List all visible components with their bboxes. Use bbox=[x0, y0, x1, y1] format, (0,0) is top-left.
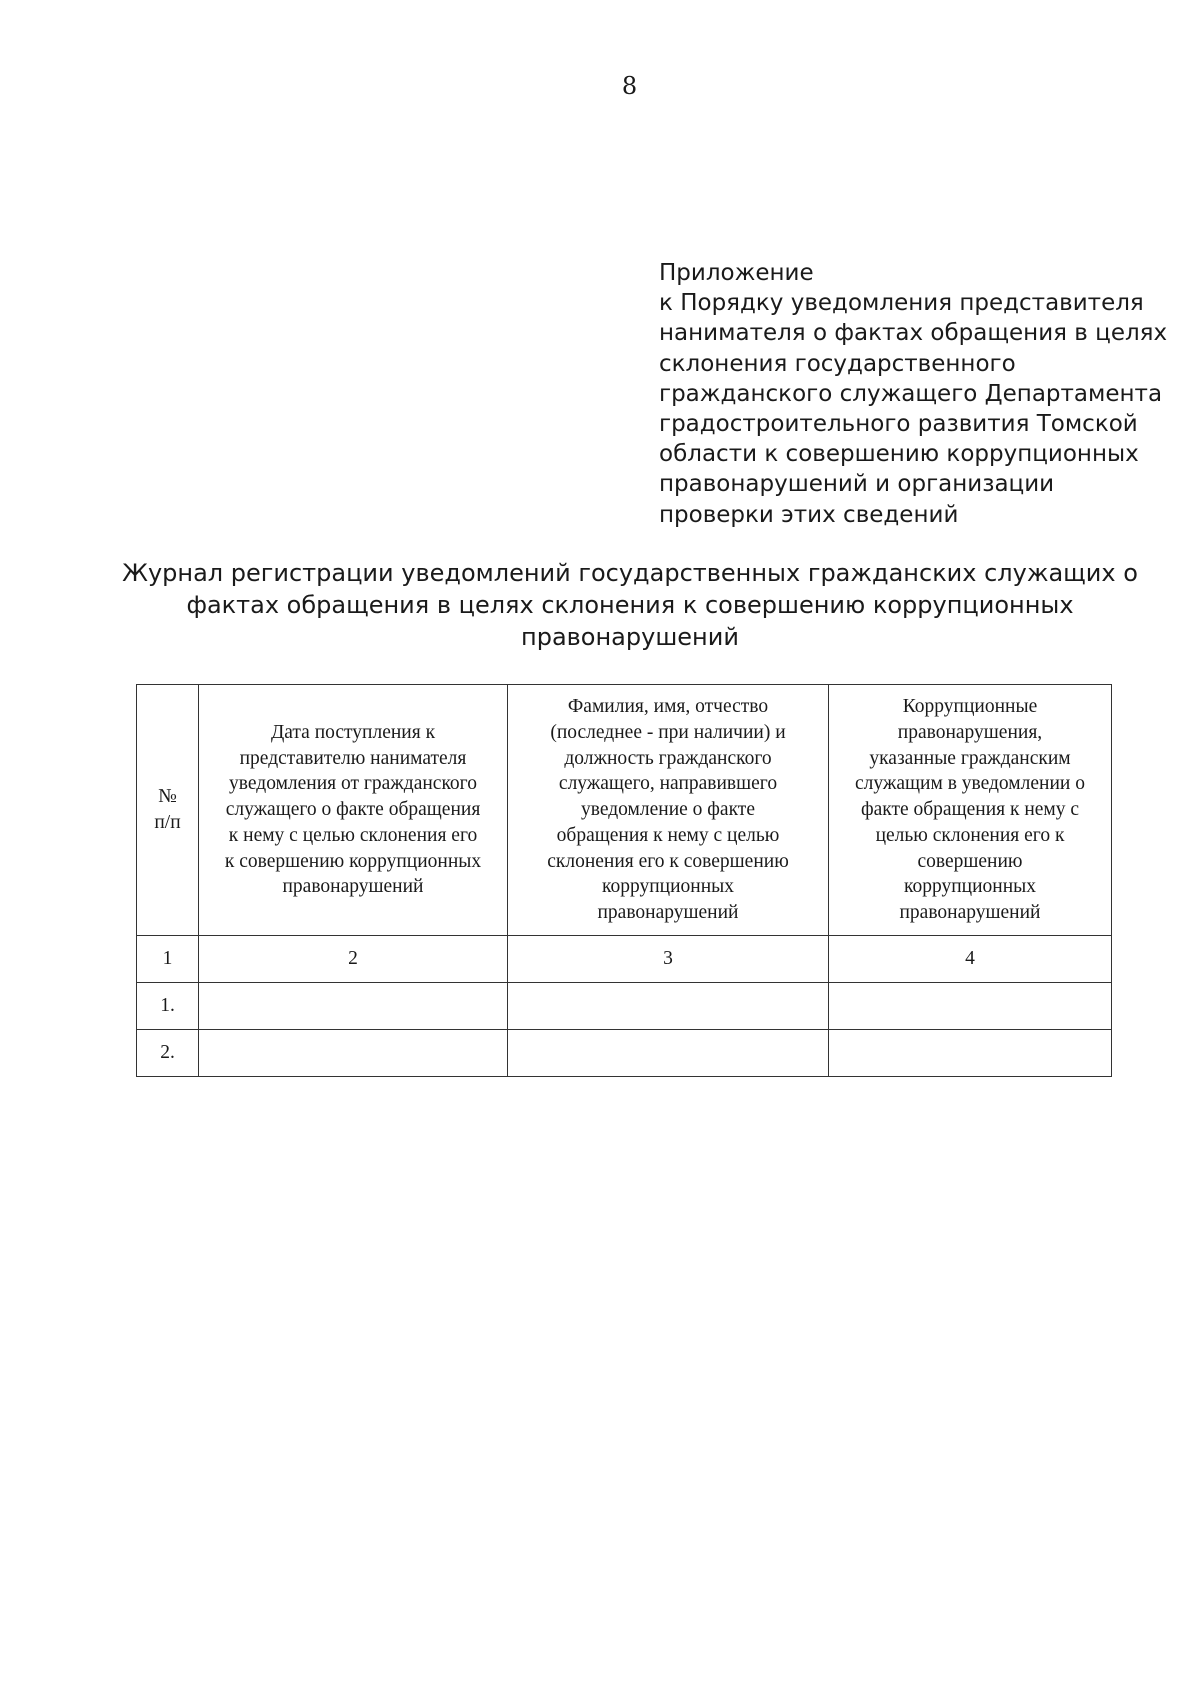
header-line: уведомления от гражданского bbox=[229, 773, 477, 795]
appendix-note bbox=[659, 258, 1179, 530]
header-line: Фамилия, имя, отчество bbox=[567, 695, 769, 717]
header-line: факте обращения к нему с bbox=[860, 799, 1080, 821]
journal-title-line: фактах обращения в целях склонения к совершению коррупционных bbox=[186, 591, 1074, 619]
header-line: целью склонения его к bbox=[875, 824, 1065, 846]
table-cell bbox=[829, 983, 1112, 1030]
header-line: коррупционных bbox=[903, 876, 1036, 898]
header-line: обращения к нему с целью bbox=[556, 824, 780, 846]
table-row bbox=[137, 1030, 1112, 1077]
header-line: № bbox=[158, 786, 177, 808]
table-cell bbox=[508, 1030, 829, 1077]
journal-title-line: правонарушений bbox=[521, 623, 739, 651]
appendix-line: градостроительного развития Томской bbox=[659, 411, 1138, 438]
header-line: должность гражданского bbox=[564, 747, 772, 769]
header-line: склонения его к совершению bbox=[547, 850, 789, 872]
header-line: правонарушения, bbox=[897, 721, 1043, 743]
appendix-line: области к совершению коррупционных bbox=[659, 441, 1139, 468]
column-number-cell: 3 bbox=[508, 936, 829, 983]
header-line: коррупционных bbox=[601, 876, 734, 898]
table-cell bbox=[199, 1030, 508, 1077]
header-cell-offenses bbox=[829, 685, 1112, 936]
row-number-cell: 2. bbox=[137, 1030, 199, 1077]
header-cell-number bbox=[137, 685, 199, 936]
appendix-line: нанимателя о фактах обращения в целях bbox=[659, 320, 1168, 347]
header-line: Коррупционные bbox=[902, 695, 1038, 717]
column-number-cell: 2 bbox=[199, 936, 508, 983]
header-line: п/п bbox=[154, 812, 181, 833]
header-line: служащим в уведомлении о bbox=[855, 773, 1085, 795]
header-cell-date bbox=[199, 685, 508, 936]
header-line: (последнее - при наличии) и bbox=[550, 721, 786, 743]
header-line: представителю нанимателя bbox=[239, 747, 467, 769]
header-line: служащего, направившего bbox=[558, 773, 778, 795]
table-cell bbox=[829, 1030, 1112, 1077]
column-number-cell: 1 bbox=[137, 936, 199, 983]
column-number-cell: 4 bbox=[829, 936, 1112, 983]
appendix-line: правонарушений и организации bbox=[659, 471, 1055, 498]
table-cell bbox=[199, 983, 508, 1030]
header-line: Дата поступления к bbox=[270, 721, 436, 743]
table-cell bbox=[508, 983, 829, 1030]
header-line: к нему с целью склонения его bbox=[228, 824, 478, 846]
header-line: к совершению коррупционных bbox=[224, 850, 482, 872]
column-number-row bbox=[137, 936, 1112, 983]
table-row bbox=[137, 983, 1112, 1030]
appendix-line: к Порядку уведомления представителя bbox=[659, 290, 1144, 317]
journal-title-line: Журнал регистрации уведомлений государственных гражданских служащих о bbox=[122, 559, 1138, 587]
header-cell-name bbox=[508, 685, 829, 936]
journal-title bbox=[100, 557, 1160, 653]
header-line: служащего о факте обращения bbox=[225, 799, 481, 821]
header-line: совершению bbox=[917, 850, 1023, 872]
journal-table bbox=[136, 684, 1112, 1077]
header-line: правонарушений bbox=[899, 902, 1041, 924]
header-line: правонарушений bbox=[282, 876, 424, 898]
header-line: правонарушений bbox=[597, 902, 739, 924]
appendix-line: Приложение bbox=[659, 260, 814, 286]
row-number-cell: 1. bbox=[137, 983, 199, 1030]
table-header-row bbox=[137, 685, 1112, 936]
header-line: указанные гражданским bbox=[869, 747, 1071, 769]
appendix-line: склонения государственного bbox=[659, 350, 1016, 377]
header-line: уведомление о факте bbox=[581, 799, 755, 821]
appendix-line: проверки этих сведений bbox=[659, 501, 959, 528]
page-number: 8 bbox=[621, 72, 638, 100]
appendix-line: гражданского служащего Департамента bbox=[659, 380, 1163, 407]
